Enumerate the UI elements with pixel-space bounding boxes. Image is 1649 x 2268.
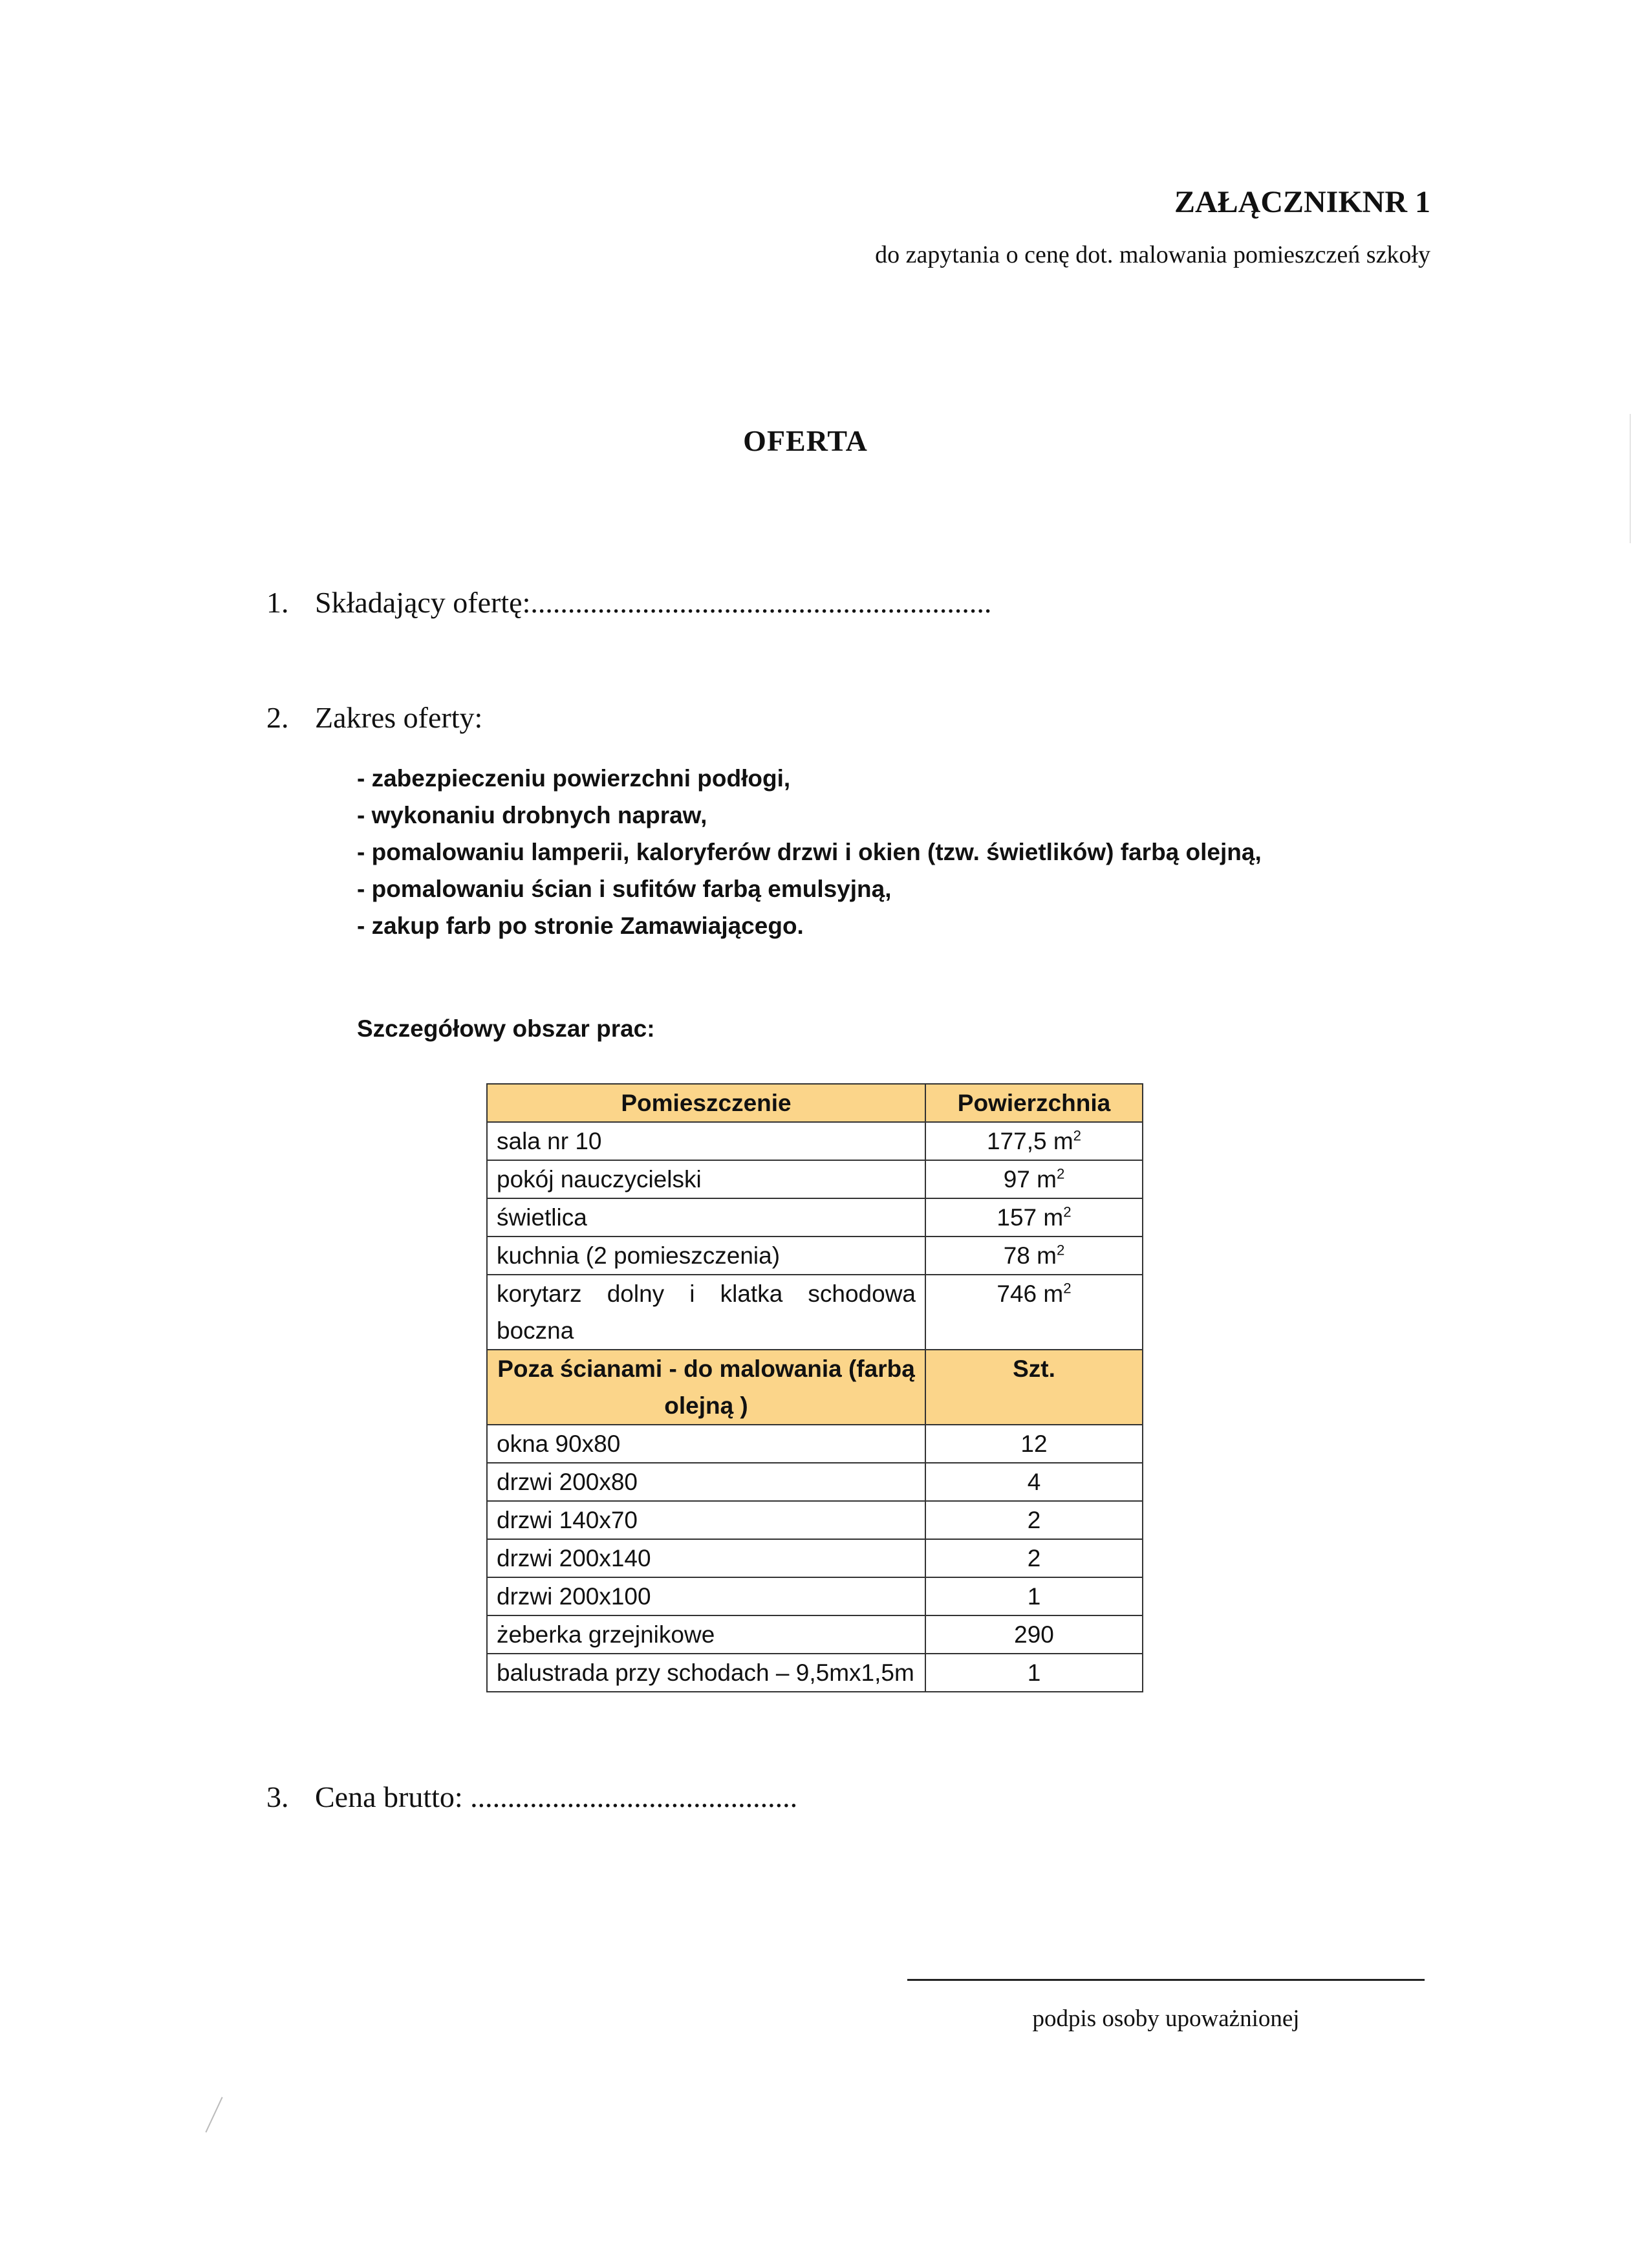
table-row: [487, 1501, 1143, 1539]
item-count: 2: [925, 1501, 1143, 1539]
area-value: 78: [1003, 1242, 1030, 1269]
scan-speck-mark: [205, 2097, 222, 2132]
area-unit-exponent: 2: [1056, 1242, 1065, 1258]
area-unit: m: [1043, 1280, 1064, 1307]
signature-label: podpis osoby upoważnionej: [1032, 2005, 1300, 2032]
item-name: drzwi 200x140: [487, 1539, 925, 1577]
table-header-row: [487, 1350, 1143, 1425]
scope-item: - pomalowaniu lamperii, kaloryferów drzwi i okien (tzw. świetlików) farbą olejną,: [357, 839, 1262, 865]
item-count: 12: [925, 1425, 1143, 1463]
scope-item: - zakup farb po stronie Zamawiającego.: [357, 913, 804, 939]
table-row: [487, 1160, 1143, 1198]
area-unit-exponent: 2: [1063, 1280, 1072, 1297]
offer-item-bidder: [266, 585, 991, 620]
room-area: [925, 1198, 1143, 1237]
item-number: 3.: [266, 1780, 289, 1813]
scope-item: - pomalowaniu ścian i sufitów farbą emulsyjną,: [357, 876, 892, 902]
table-row: [487, 1198, 1143, 1237]
item-count: 2: [925, 1539, 1143, 1577]
item-name: żeberka grzejnikowe: [487, 1615, 925, 1654]
area-unit: m: [1053, 1128, 1073, 1154]
work-area-table: [486, 1083, 1143, 1692]
scope-list: [357, 760, 1314, 944]
area-unit: m: [1037, 1242, 1057, 1269]
area-unit-exponent: 2: [1073, 1127, 1082, 1144]
room-area: [925, 1122, 1143, 1160]
offer-item-scope: [266, 700, 482, 735]
item-count: 1: [925, 1654, 1143, 1692]
area-value: 157: [997, 1204, 1037, 1231]
table-row: [487, 1463, 1143, 1501]
table-row: [487, 1237, 1143, 1275]
table-row: [487, 1577, 1143, 1615]
column-header-count: Szt.: [925, 1350, 1143, 1425]
item-text: Składający ofertę:..............................................................: [315, 586, 992, 619]
item-count: 4: [925, 1463, 1143, 1501]
item-name: balustrada przy schodach – 9,5mx1,5m: [487, 1654, 925, 1692]
item-text: Cena brutto: ............................................: [315, 1780, 798, 1813]
table-row: [487, 1539, 1143, 1577]
item-name: okna 90x80: [487, 1425, 925, 1463]
item-number: 2.: [266, 701, 289, 734]
room-name: kuchnia (2 pomieszczenia): [487, 1237, 925, 1275]
column-header-room: Pomieszczenie: [487, 1084, 925, 1122]
table-row: [487, 1425, 1143, 1463]
scan-edge-mark: [1630, 414, 1631, 543]
signature-line: [907, 1979, 1425, 1981]
column-header-items: Poza ścianami - do malowania (farbą olejną ): [487, 1350, 925, 1425]
area-value: 97: [1003, 1166, 1030, 1193]
item-name: drzwi 200x80: [487, 1463, 925, 1501]
attachment-subtitle: do zapytania o cenę dot. malowania pomieszczeń szkoły: [875, 241, 1430, 268]
table-row: [487, 1654, 1143, 1692]
item-text: Zakres oferty:: [315, 701, 483, 734]
item-count: 1: [925, 1577, 1143, 1615]
item-count: 290: [925, 1615, 1143, 1654]
table-header-row: [487, 1084, 1143, 1122]
room-area: [925, 1160, 1143, 1198]
area-unit: m: [1043, 1204, 1064, 1231]
offer-item-price: [266, 1780, 797, 1814]
attachment-title: ZAŁĄCZNIKNR 1: [1174, 185, 1430, 219]
area-value: 177,5: [986, 1128, 1047, 1154]
scope-item: - zabezpieczeniu powierzchni podłogi,: [357, 765, 791, 792]
item-name: drzwi 200x100: [487, 1577, 925, 1615]
area-unit: m: [1037, 1166, 1057, 1193]
room-name: korytarz dolny i klatka schodowa boczna: [487, 1275, 925, 1350]
table-row: [487, 1615, 1143, 1654]
details-heading: Szczegółowy obszar prac:: [357, 1015, 655, 1042]
room-area: [925, 1275, 1143, 1350]
area-unit-exponent: 2: [1056, 1165, 1065, 1182]
column-header-area: Powierzchnia: [925, 1084, 1143, 1122]
item-name: drzwi 140x70: [487, 1501, 925, 1539]
table-row: [487, 1122, 1143, 1160]
room-name: pokój nauczycielski: [487, 1160, 925, 1198]
scope-item: - wykonaniu drobnych napraw,: [357, 802, 707, 828]
room-name: sala nr 10: [487, 1122, 925, 1160]
area-unit-exponent: 2: [1063, 1204, 1072, 1220]
item-number: 1.: [266, 586, 289, 619]
document-title: OFERTA: [743, 424, 868, 457]
area-value: 746: [997, 1280, 1037, 1307]
table-row: [487, 1275, 1143, 1350]
room-name: świetlica: [487, 1198, 925, 1237]
room-area: [925, 1237, 1143, 1275]
